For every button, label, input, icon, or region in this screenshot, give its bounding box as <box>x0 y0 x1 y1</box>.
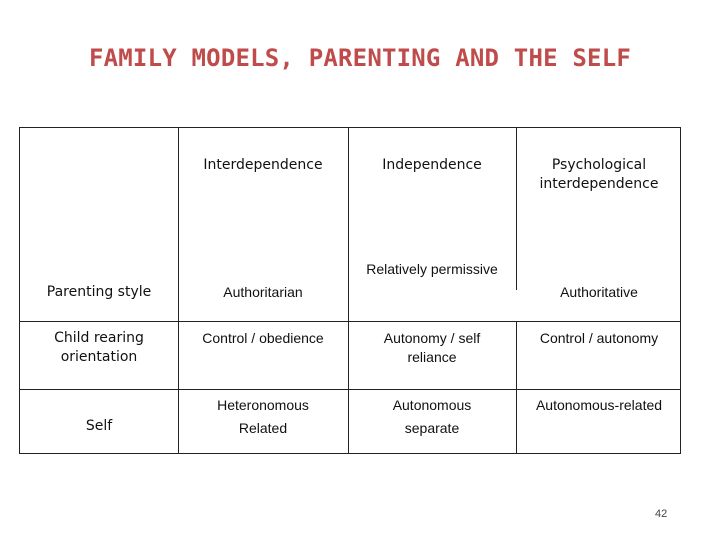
slide-title: FAMILY MODELS, PARENTING AND THE SELF <box>88 44 632 72</box>
page-number: 42 <box>655 508 668 520</box>
row-label-child-rearing <box>20 329 178 367</box>
cell-authoritarian: Authoritarian <box>223 284 303 300</box>
family-models-table <box>19 127 681 454</box>
cell-line: Autonomous <box>392 397 472 413</box>
cell-line: Related <box>238 420 288 436</box>
cell-line: reliance <box>407 349 457 365</box>
cell-line: Autonomy / self <box>383 330 481 346</box>
label-line: Child rearing <box>54 330 144 346</box>
cell-control-autonomy: Control / autonomy <box>539 330 659 346</box>
row-divider <box>20 389 680 390</box>
cell-control-obedience: Control / obedience <box>202 330 324 346</box>
column-divider <box>516 128 517 290</box>
cell-line: separate <box>404 420 460 436</box>
cell-line: Heteronomous <box>217 397 309 413</box>
header-line: Psychological <box>551 157 647 173</box>
row-divider <box>20 321 680 322</box>
cell-autonomous-related: Autonomous-related <box>535 397 663 413</box>
cell-heteronomous-related <box>178 394 348 440</box>
cell-relatively-permissive: Relatively permissive <box>366 261 498 277</box>
header-line: interdependence <box>539 176 659 192</box>
header-psychological-interdependence <box>516 156 682 194</box>
row-label-parenting-style: Parenting style <box>46 284 152 300</box>
label-line: orientation <box>60 349 138 365</box>
row-label-self: Self <box>85 418 113 434</box>
cell-authoritative: Authoritative <box>560 284 638 300</box>
header-interdependence: Interdependence <box>203 157 323 173</box>
header-independence: Independence <box>382 157 482 173</box>
cell-autonomous-separate <box>348 394 516 440</box>
cell-autonomy-self-reliance <box>348 329 516 367</box>
